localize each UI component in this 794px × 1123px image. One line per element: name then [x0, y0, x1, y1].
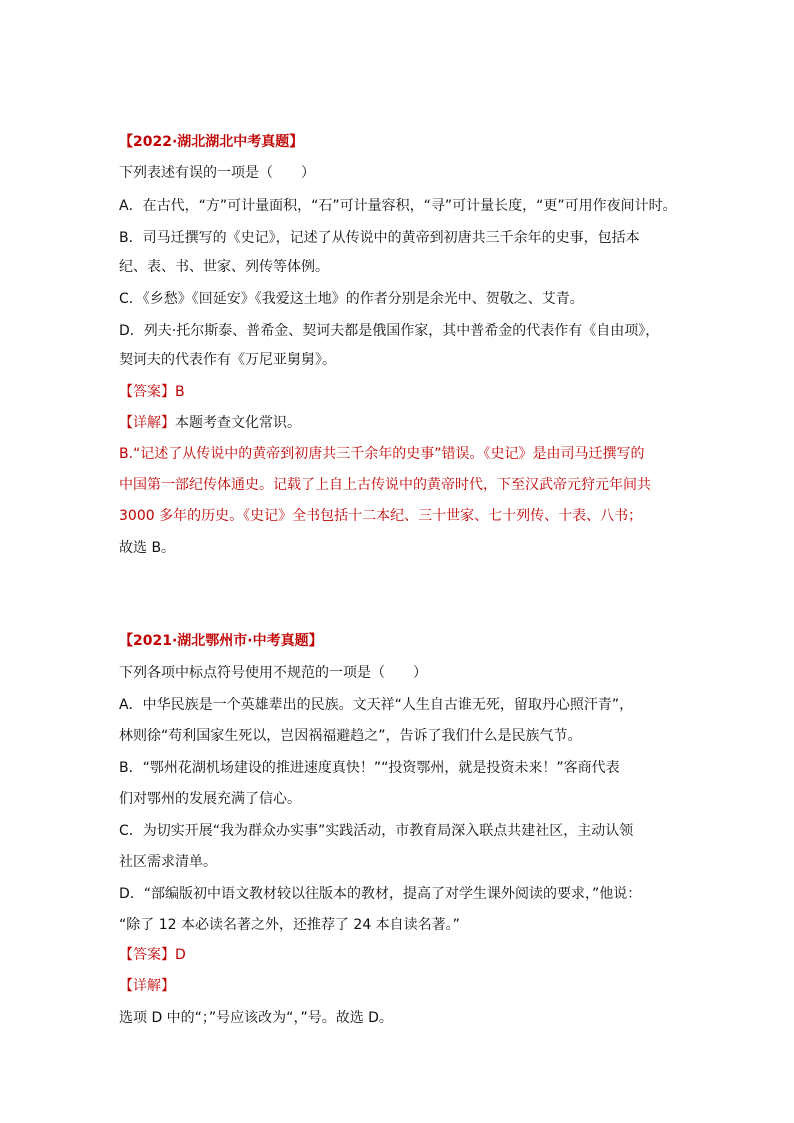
- detail-text: 本题考查文化常识。: [175, 415, 301, 431]
- question-1-option-a: A．在古代，“方”可计量面积，“石”可计量容积，“寻”可计量长度，“更”可用作夜间计时。: [119, 198, 677, 214]
- question-1-explanation-line-1: B.“记述了从传说中的黄帝到初唐共三千余年的史事”错误。《史记》是由司马迁撰写的: [119, 446, 645, 462]
- question-1-option-d-line-1: D．列夫·托尔斯泰、普希金、契诃夫都是俄国作家，其中普希金的代表作有《自由项》，: [119, 323, 660, 339]
- question-1-option-b-line-1: B．司马迁撰写的《史记》，记述了从传说中的黄帝到初唐共三千余年的史事，包括本: [119, 230, 640, 246]
- question-1-option-d-line-2: 契诃夫的代表作有《万尼亚舅舅》。: [119, 352, 336, 368]
- answer-label: 【答案】: [119, 384, 175, 400]
- question-2-option-c-line-1: C．为切实开展“我为群众办实事”实践活动，市教育局深入联点共建社区，主动认领: [119, 823, 634, 839]
- question-2-explanation: 选项 D 中的“；”号应该改为“，”号。故选 D。: [119, 1010, 393, 1026]
- question-1-option-b-line-2: 纪、表、书、世家、列传等体例。: [119, 259, 329, 275]
- question-2-answer: [119, 945, 186, 965]
- question-2-option-a-line-1: A．中华民族是一个英雄辈出的民族。文天祥“人生自古谁无死，留取丹心照汗青”，: [119, 697, 634, 713]
- answer-value: B: [175, 384, 185, 400]
- question-2-option-b-line-2: 们对鄂州的发展充满了信心。: [119, 791, 301, 807]
- question-1-option-c: C．《乡愁》《回延安》《我爱这土地》的作者分别是余光中、贺敬之、艾青。: [119, 291, 584, 307]
- question-1-stem: 下列表述有误的一项是（ ）: [119, 165, 315, 181]
- question-1-detail: [119, 413, 301, 433]
- question-2-source-tag: 【2021·湖北鄂州市·中考真题】: [119, 633, 323, 649]
- question-2-option-a-line-2: 林则徐“苟利国家生死以，岂因祸福避趋之”，告诉了我们什么是民族气节。: [119, 728, 582, 744]
- question-2-option-d-line-1: D．“部编版初中语文教材较以往版本的教材，提高了对学生课外阅读的要求，”他说：: [119, 886, 642, 902]
- question-1-source-tag: 【2022·湖北湖北中考真题】: [119, 134, 304, 150]
- question-1-explanation-line-2: 中国第一部纪传体通史。记载了上自上古传说中的黄帝时代，下至汉武帝元狩元年间共: [119, 477, 651, 493]
- answer-label: 【答案】: [119, 947, 175, 963]
- question-1-explanation-line-3: 3000 多年的历史。《史记》全书包括十二本纪、三十世家、七十列传、十表、八书；: [119, 508, 643, 524]
- question-2-detail-label: 【详解】: [119, 978, 175, 994]
- question-1-answer: [119, 382, 185, 402]
- question-1-explanation-line-4: 故选 B。: [119, 540, 176, 556]
- question-2-option-b-line-1: B．“鄂州花湖机场建设的推进速度真快！”“投资鄂州，就是投资未来！”客商代表: [119, 760, 620, 776]
- question-2-option-c-line-2: 社区需求清单。: [119, 854, 217, 870]
- answer-value: D: [175, 947, 186, 963]
- detail-label: 【详解】: [119, 415, 175, 431]
- question-2-stem: 下列各项中标点符号使用不规范的一项是（ ）: [119, 665, 427, 681]
- question-2-option-d-line-2: “除了 12 本必读名著之外，还推荐了 24 本自读名著。”: [119, 917, 460, 933]
